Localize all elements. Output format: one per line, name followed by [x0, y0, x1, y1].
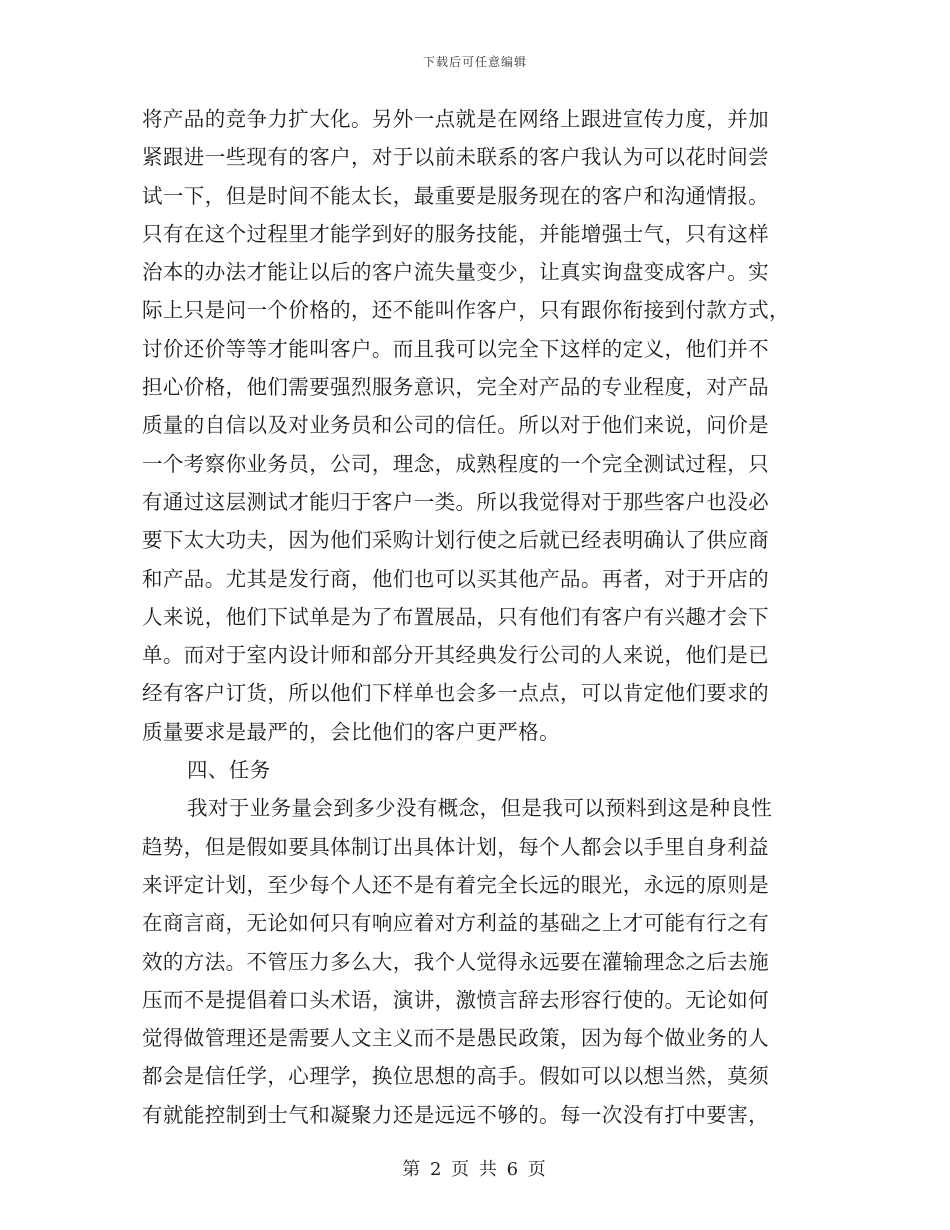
text-line: 质量要求是最严的，会比他们的客户更严格。	[142, 719, 560, 744]
page-header: 下载后可任意编辑	[422, 55, 527, 69]
text-line: 质量的自信以及对业务员和公司的信任。所以对于他们来说，问价是	[142, 413, 769, 438]
text-line: 有通过这层测试才能归于客户一类。所以我觉得对于那些客户也没必	[142, 489, 769, 514]
text-line: 压而不是提倡着口头术语，演讲，激愤言辞去形容行使的。无论如何	[142, 987, 769, 1012]
text-line: 趋势，但是假如要具体制订出具体计划，每个人都会以手里自身利益	[142, 834, 769, 859]
text-line: 我对于业务量会到多少没有概念，但是我可以预料到这是种良性	[187, 796, 773, 821]
text-line: 和产品。尤其是发行商，他们也可以买其他产品。再者，对于开店的	[142, 566, 769, 591]
page-footer: 第 2 页 共 6 页	[402, 1159, 548, 1180]
text-line: 在商言商，无论如何只有响应着对方利益的基础之上才可能有行之有	[142, 911, 769, 936]
text-line: 来评定计划，至少每个人还不是有着完全长远的眼光，永远的原则是	[142, 872, 769, 897]
text-line: 一个考察你业务员，公司，理念，成熟程度的一个完全测试过程，只	[142, 451, 769, 476]
text-line: 有就能控制到士气和凝聚力还是远远不够的。每一次没有打中要害，	[142, 1102, 769, 1127]
text-line: 将产品的竞争力扩大化。另外一点就是在网络上跟进宣传力度，并加	[142, 107, 769, 131]
text-line: 际上只是问一个价格的，还不能叫作客户，只有跟你衔接到付款方式，	[142, 298, 790, 323]
text-line: 都会是信任学，心理学，换位思想的高手。假如可以以想当然，莫须	[142, 1064, 769, 1089]
text-line: 担心价格，他们需要强烈服务意识，完全对产品的专业程度，对产品	[142, 375, 769, 400]
text-line: 单。而对于室内设计师和部分开其经典发行公司的人来说，他们是已	[142, 643, 769, 668]
text-line: 只有在这个过程里才能学到好的服务技能，并能增强士气，只有这样	[142, 221, 769, 246]
document-body	[142, 100, 808, 1134]
text-line: 人来说，他们下试单是为了布置展品，只有他们有客户有兴趣才会下	[142, 604, 769, 629]
text-line: 治本的办法才能让以后的客户流失量变少，让真实询盘变成客户。实	[142, 260, 769, 285]
text-line: 经有客户订货，所以他们下样单也会多一点点，可以肯定他们要求的	[142, 681, 769, 706]
text-line: 效的方法。不管压力多么大，我个人觉得永远要在灌输理念之后去施	[142, 949, 769, 974]
text-line: 试一下，但是时间不能太长，最重要是服务现在的客户和沟通情报。	[142, 183, 769, 208]
text-line: 讨价还价等等才能叫客户。而且我可以完全下这样的定义，他们并不	[142, 336, 769, 361]
text-line: 要下太大功夫，因为他们采购计划行使之后就已经表明确认了供应商	[142, 528, 769, 553]
text-line: 觉得做管理还是需要人文主义而不是愚民政策，因为每个做业务的人	[142, 1026, 769, 1051]
text-line: 四、任务	[187, 758, 271, 783]
text-line: 紧跟进一些现有的客户，对于以前未联系的客户我认为可以花时间尝	[142, 145, 769, 170]
